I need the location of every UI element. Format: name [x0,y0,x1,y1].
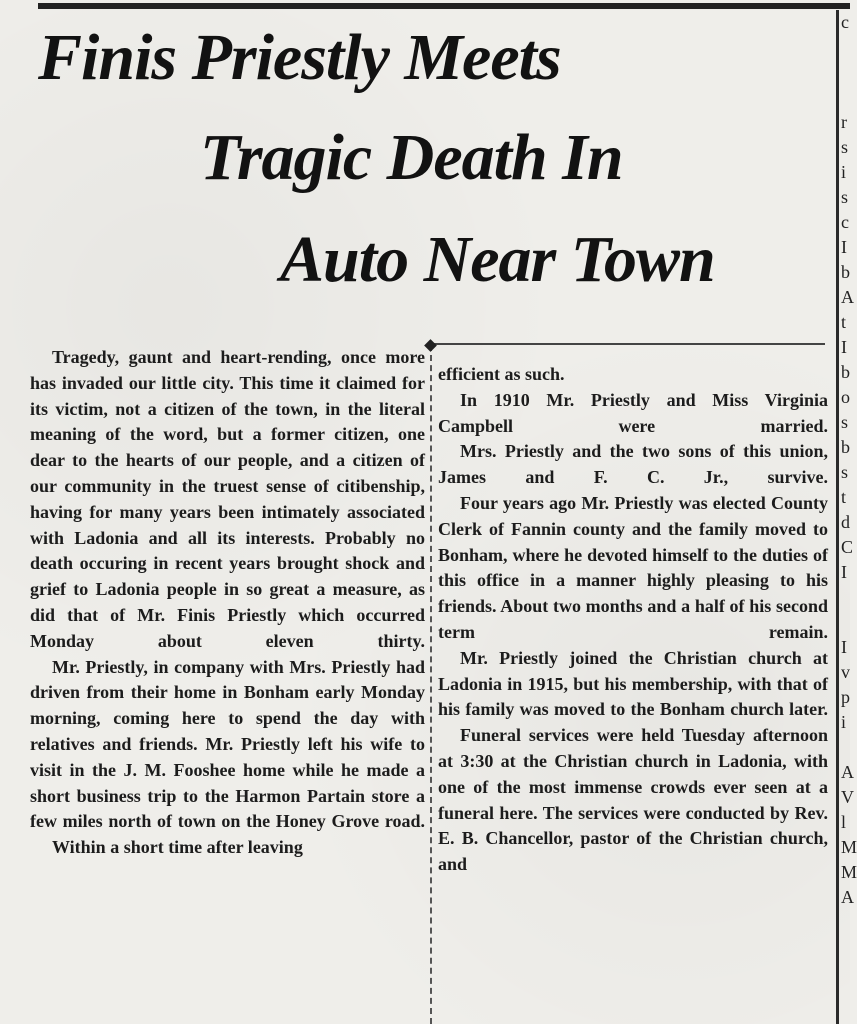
edge-letter: t [841,312,847,332]
article-paragraph: Mr. Priestly joined the Christian church at Ladonia in 1915, but his membership, with that of his family was moved to the Bonham church later. [438,647,828,720]
edge-letter: b [841,437,850,457]
edge-letter: C [841,537,854,557]
edge-letter: s [841,137,849,157]
edge-letter: A [841,762,854,782]
edge-letter: M [841,862,857,882]
edge-letter: I [841,637,847,657]
top-border-rule [38,3,850,9]
article-paragraph: Within a short time after leaving [52,837,303,858]
edge-letter: A [841,887,854,907]
edge-letter: r [841,112,847,132]
headline-line-3: Auto Near Town [280,223,715,296]
edge-letter: s [841,462,849,482]
edge-letter: l [841,812,847,832]
edge-letter [841,585,850,610]
edge-letter: I [841,562,847,582]
edge-letter: p [841,687,850,707]
article-paragraph: Funeral services were held Tuesday afternoon at 3:30 at the Christian church in Ladonia, with one of the most immense crowds ever seen at a funeral here. The services were conducted by Rev. E. B. Chancellor, pastor of the Christian church, and [438,725,828,875]
edge-letter [841,60,850,85]
edge-letter: v [841,662,850,682]
edge-letter: i [841,712,847,732]
article-paragraph: Four years ago Mr. Priestly was elected County Clerk of Fannin county and the family moved to Bonham, where he devoted himself to the duties of this office in a manner highly pleasing to his friends. About two months and a half of his second term remain. [438,492,828,642]
article-paragraph: Mr. Priestly, in company with Mrs. Priestly had driven from their home in Bonham early Monday morning, coming here to spend the day with relatives and friends. Mr. Priestly left his wife to visit in the J. M. Fooshee home while he made a short business trip to the Harmon Partain store a few miles north of town on the Honey Grove road. [30,656,425,832]
edge-letter: A [841,287,854,307]
headline-line-2: Tragic Death In [200,121,623,194]
article-paragraph: Mrs. Priestly and the two sons of this union, James and F. C. Jr., survive. [438,441,828,488]
article-paragraph: In 1910 Mr. Priestly and Miss Virginia Campbell were married. [438,389,828,436]
column-top-rule [433,343,825,345]
edge-letter: c [841,12,849,32]
edge-letter: i [841,162,847,182]
edge-letter: c [841,212,849,232]
edge-letter: b [841,362,850,382]
edge-letter: M [841,837,857,857]
article-paragraph: Tragedy, gaunt and heart-rending, once more has invaded our little city. This time it claimed for its victim, not a citizen of the town, in the literal meaning of the word, but a former citizen, one dear to the hearts of our people, and a citizen of our community in the truest sense of citibenship, having for many years been intimately associated with Ladonia and all its interests. Probably no death occuring in recent years brought shock and grief to Ladonia people in so great a measure, as did that of Mr. Finis Priestly which occurred Monday about eleven thirty. [30,347,425,651]
edge-letter [841,85,850,110]
article-left-column [30,345,425,861]
edge-letter [841,35,850,60]
edge-letter [841,610,850,635]
column-divider [430,345,432,1024]
edge-letter: d [841,512,850,532]
edge-letter: s [841,412,849,432]
edge-letter: s [841,187,849,207]
column-border-rule [836,10,839,1024]
edge-letter: I [841,237,847,257]
column-ornament [424,339,437,352]
headline-line-1: Finis Priestly Meets [38,21,561,94]
edge-letter: o [841,387,850,407]
edge-letter: t [841,487,847,507]
edge-letter: I [841,337,847,357]
edge-letter: V [841,787,854,807]
article-paragraph: efficient as such. [438,364,565,384]
article-right-column [438,362,828,878]
adjacent-column-fragment [841,10,857,1024]
edge-letter: b [841,262,850,282]
edge-letter [841,735,850,760]
